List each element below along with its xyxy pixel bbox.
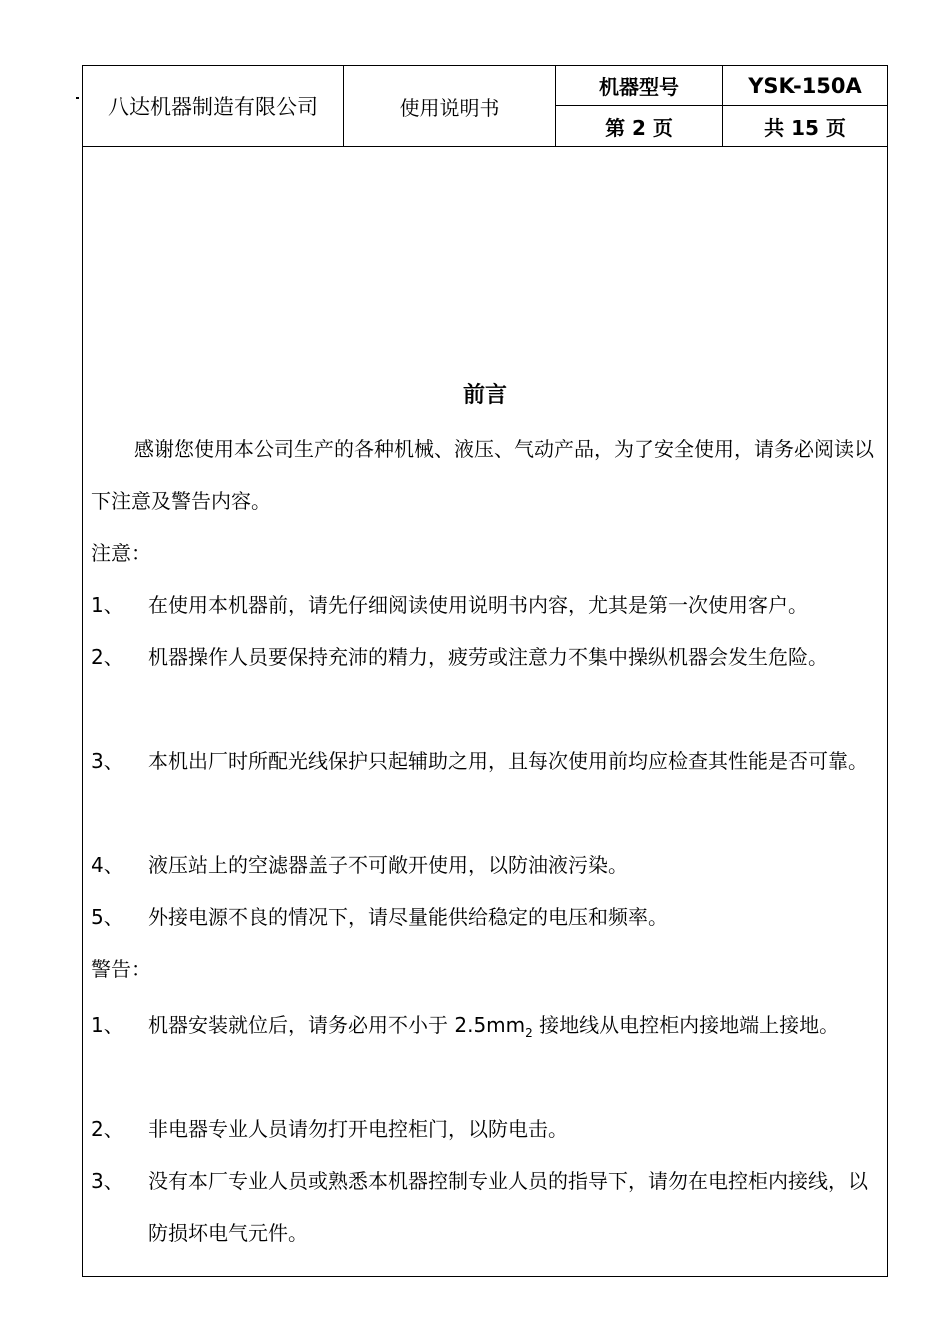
unit-subscript: 2 [525,1026,533,1040]
item-text-after: 接地线从电控柜内接地端上接地。 [532,1013,840,1037]
notice-item [91,839,883,891]
item-text: 没有本厂专业人员或熟悉本机器控制专业人员的指导下，请勿在电控柜内接线，以防损坏电气元件。 [148,1169,868,1245]
warning-heading: 警告： [91,957,151,981]
notice-heading: 注意： [91,541,151,565]
item-number: 2、 [91,645,124,669]
header-table [83,66,887,147]
item-number: 1、 [91,593,124,617]
company-name: 八达机器制造有限公司 [83,66,344,146]
intro-paragraph: 感谢您使用本公司生产的各种机械、液压、气动产品，为了安全使用，请务必阅读以下注意及警告内容。 [91,437,874,513]
warning-item [91,1103,883,1155]
model-value: YSK-150A [723,66,887,106]
total-pages: 共 15 页 [764,115,846,140]
item-number: 2、 [91,1117,124,1141]
item-text: 外接电源不良的情况下，请尽量能供给稳定的电压和频率。 [148,905,668,929]
item-text: 非电器专业人员请勿打开电控柜门，以防电击。 [148,1117,568,1141]
item-text: 机器操作人员要保持充沛的精力，疲劳或注意力不集中操纵机器会发生危险。 [148,645,828,669]
margin-mark [76,97,79,99]
item-number: 1、 [91,1013,124,1037]
notice-item [91,579,883,631]
page-frame [82,65,888,1277]
item-number: 3、 [91,749,124,773]
item-number: 4、 [91,853,124,877]
document-type: 使用说明书 [344,66,556,146]
notice-item [91,631,883,683]
item-text [148,999,883,1059]
item-number: 5、 [91,905,124,929]
model-label: 机器型号 [556,66,723,106]
page-number: 第 2 页 [556,106,723,146]
item-text: 本机出厂时所配光线保护只起辅助之用，且每次使用前均应检查其性能是否可靠。 [148,749,868,773]
section-title: 前言 [462,383,507,408]
notice-item [91,891,883,943]
warning-item [91,999,883,1059]
item-text: 在使用本机器前，请先仔细阅读使用说明书内容，尤其是第一次使用客户。 [148,593,808,617]
notice-item [91,735,883,787]
item-number: 3、 [91,1169,124,1193]
item-text: 液压站上的空滤器盖子不可敞开使用，以防油液污染。 [148,853,628,877]
item-text-before: 机器安装就位后，请务必用不小于 2.5mm [148,1013,526,1037]
warning-item [91,1155,883,1259]
